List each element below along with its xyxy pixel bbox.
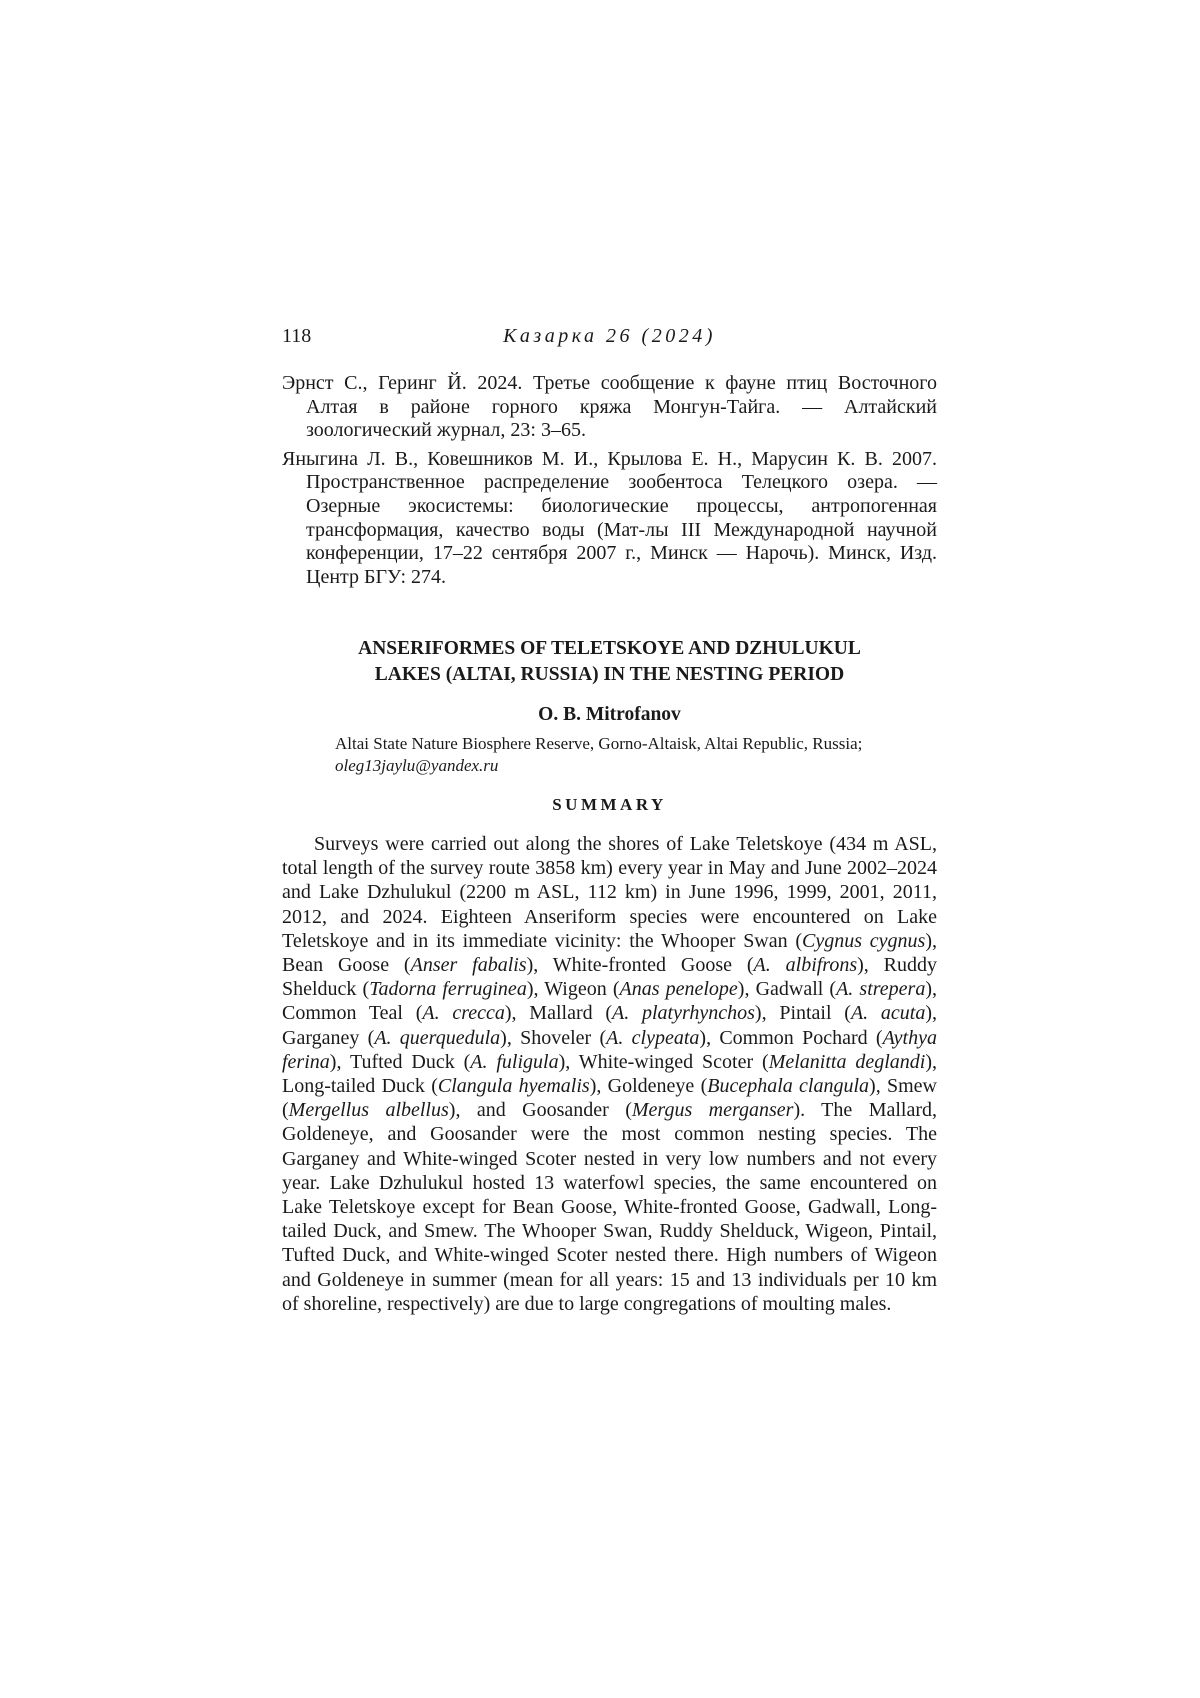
reference-list xyxy=(282,372,937,594)
reference-item: Эрнст С., Геринг Й. 2024. Третье сообщение к фауне птиц Восточного Алтая в районе горного кряжа Монгун-Тайга. — Алтайский зоологический журнал, 23: 3–65. xyxy=(282,372,937,442)
species-name: Melanitta deglandi xyxy=(768,1050,926,1073)
summary-body xyxy=(282,832,937,1316)
species-name: A. acuta xyxy=(850,1002,926,1025)
journal-title: Казарка 26 (2024) xyxy=(503,325,716,347)
summary-text: ). The Mallard, Goldeneye, and Goosander were the most common nesting species. The Garganey and White-winged Scoter nested in very low numbers and not every year. Lake Dzhulukul hosted 13 waterfowl species, the same encountered on Lake Teletskoye except for Bean Goose, White-fronted Goose, Gadwall, Long-tailed Duck, and Smew. The Whooper Swan, Ruddy Shelduck, Wigeon, Pintail, Tufted Duck, and White-winged Scoter nested there. High numbers of Wigeon and Goldeneye in summer (mean for all years: 15 and 13 individuals per 10 km of shoreline, respectively) are due to large congregations of moulting males. xyxy=(282,1099,938,1315)
summary-text: ), White-fronted Goose ( xyxy=(526,954,754,977)
summary-text: ), Pintail ( xyxy=(754,1002,851,1025)
article-title-line: ANSERIFORMES OF TELETSKOYE AND DZHULUKUL xyxy=(358,638,861,659)
species-name: Bucephala clangula xyxy=(707,1075,870,1098)
summary-text: ), Common Teal ( xyxy=(282,978,938,1025)
page-number: 118 xyxy=(282,325,312,347)
species-name: Anas penelope xyxy=(619,978,738,1001)
species-name: A. crecca xyxy=(422,1002,505,1025)
affiliation-text: Altai State Nature Biosphere Reserve, Gorno-Altaisk, Altai Republic, Russia; xyxy=(335,734,863,753)
summary-text: ), Shoveler ( xyxy=(500,1026,607,1049)
article-title xyxy=(282,636,937,688)
article-title-line: LAKES (ALTAI, RUSSIA) IN THE NESTING PERIOD xyxy=(374,664,845,685)
summary-text: ), Common Pochard ( xyxy=(699,1026,883,1049)
species-name: A. strepera xyxy=(836,978,926,1001)
species-name: A. albifrons xyxy=(753,954,858,977)
summary-text: ), Tufted Duck ( xyxy=(329,1050,471,1073)
summary-text: Surveys were carried out along the shores of Lake Teletskoye (434 m ASL, total length of the survey route 3858 km) every year in May and June 2002–2024 and Lake Dzhulukul (2200 m ASL, 112 km) in June 1996, 1999, 2001, 2011, 2012, and 2024. Eighteen Anseriform species were encountered on Lake Teletskoye and in its immediate vicinity: the Whooper Swan ( xyxy=(282,833,937,952)
summary-text: ), Mallard ( xyxy=(504,1002,613,1025)
summary-text: ), Wigeon ( xyxy=(526,978,620,1001)
summary-heading: SUMMARY xyxy=(552,795,667,814)
summary-text: ), Gadwall ( xyxy=(737,978,837,1001)
species-name: Tadorna ferruginea xyxy=(369,978,527,1001)
author-name: O. B. Mitrofanov xyxy=(538,704,681,725)
species-name: A. fuligula xyxy=(470,1050,559,1073)
summary-text: ), White-winged Scoter ( xyxy=(558,1050,769,1073)
running-head xyxy=(282,325,937,353)
species-name: Mergus merganser xyxy=(631,1099,794,1122)
summary-text: ), Bean Goose ( xyxy=(282,929,937,977)
summary-text: ), Garganey ( xyxy=(282,1002,938,1049)
summary-text: ), Goldeneye ( xyxy=(589,1075,708,1098)
species-name: A. platyrhynchos xyxy=(612,1002,755,1025)
author-affiliation xyxy=(335,733,895,777)
summary-text: ), and Goosander ( xyxy=(448,1099,632,1122)
summary-text: ), Long-tailed Duck ( xyxy=(282,1050,937,1098)
summary-text: ), Smew ( xyxy=(282,1075,937,1122)
species-name: Clangula hyemalis xyxy=(437,1075,590,1098)
species-name: Mergellus albellus xyxy=(288,1099,449,1122)
species-name: A. clypeata xyxy=(606,1026,700,1049)
species-name: Anser fabalis xyxy=(410,954,527,977)
species-name: Aythya ferina xyxy=(282,1026,937,1073)
species-name: Cygnus cygnus xyxy=(802,929,926,952)
reference-item: Яныгина Л. В., Ковешников М. И., Крылова Е. Н., Марусин К. В. 2007. Пространственное распределение зообентоса Телецкого озера. — Озерные экосистемы: биологические процессы, антропогенная трансформация, качество воды (Мат-лы III Международной научной конференции, 17–22 сентября 2007 г., Минск — Нарочь). Минск, Изд. Центр БГУ: 274. xyxy=(282,447,937,588)
author-email: oleg13jaylu@yandex.ru xyxy=(335,756,499,775)
species-name: A. querquedula xyxy=(374,1026,501,1049)
summary-text: ), Ruddy Shelduck ( xyxy=(282,954,938,1001)
